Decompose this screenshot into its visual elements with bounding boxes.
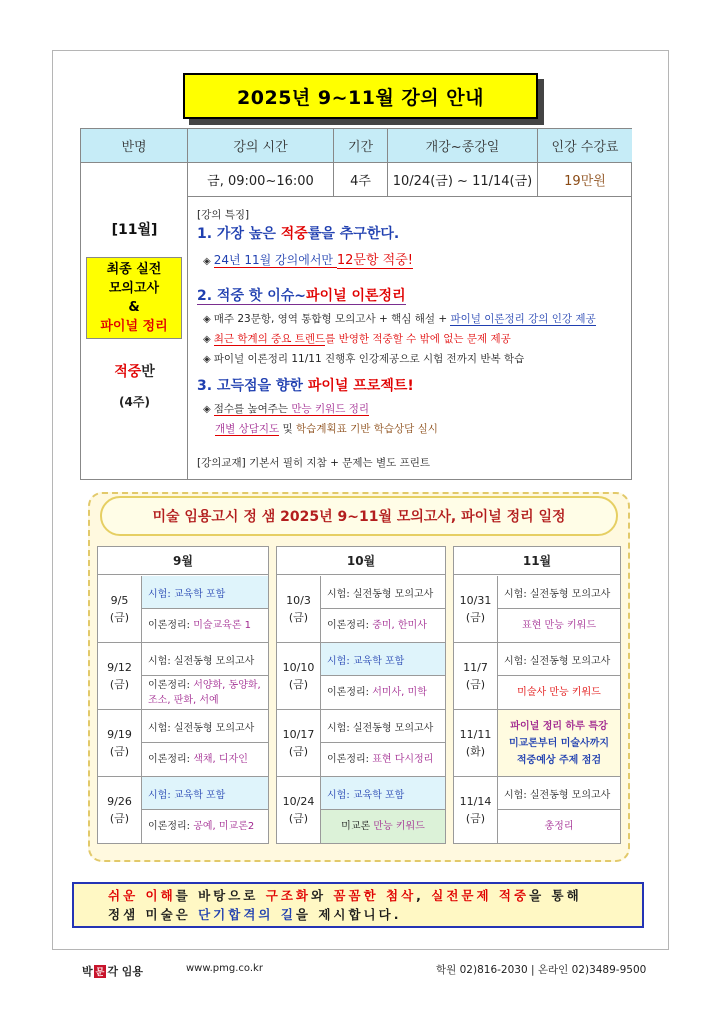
feature-bullet-1: ◈ 24년 11월 강의에서만 12문항 적중! [203,253,413,268]
exam-info: 시험: 교육학 포함 [321,643,445,676]
diamond-icon: ◈ [203,256,211,267]
exam-info: 시험: 교육학 포함 [142,777,268,810]
page-title: 2025년 9~11월 강의 안내 [237,86,484,109]
schedule-row [277,777,445,844]
class-highlight-box [86,257,182,339]
diamond-icon: ◈ [203,404,211,415]
schedule-row [454,710,620,777]
theory-info: 이론정리: 색채, 디자인 [148,754,248,765]
schedule-date: 10/3 (금) [277,576,321,642]
class-weeks: (4주) [119,395,150,409]
class-column [81,163,188,480]
feature-bullet-2a: ◈ 매주 23문항, 영역 통합형 모의고사 + 핵심 해설 + 파이널 이론정리 강의 인강 제공 [203,313,596,325]
theory-info: 이론정리: 서미사, 미학 [327,687,427,698]
class-name: 적중반 [114,364,155,380]
schedule-date: 9/12 (금) [98,643,142,709]
exam-info: 시험: 실전동형 모의고사 [498,643,620,676]
month-column [276,546,446,844]
box-line-2: 모의고사 [108,281,160,296]
schedule-date: 11/7 (금) [454,643,498,709]
feature-bullet-3a: ◈ 점수를 높여주는 만능 키워드 정리 [203,403,370,415]
schedule-title: 미술 임용고시 정 샘 2025년 9~11월 모의고사, 파이널 정리 일정 [100,496,618,536]
exam-info: 시험: 교육학 포함 [321,777,445,810]
feature-bullet-2b: ◈ 최근 학계의 중요 트렌드를 반영한 적중할 수 밖에 없는 문제 제공 [203,333,511,345]
exam-info: 시험: 실전동형 모의고사 [498,777,620,810]
schedule-row [98,643,268,710]
header-dates: 개강~종강일 [388,129,538,163]
feature-heading-2: 2. 적중 핫 이슈~파이널 이론정리 [197,288,406,304]
month-header: 10월 [277,547,445,575]
schedule-date: 11/11 (화) [454,710,498,776]
schedule-date: 10/10 (금) [277,643,321,709]
schedule-row [98,576,268,643]
schedule-row [277,643,445,710]
header-period: 기간 [334,129,388,163]
cell-time: 금, 09:00~16:00 [188,163,334,197]
diamond-icon: ◈ [203,314,211,325]
schedule-row [277,576,445,643]
banner-line-2: 정샘 미술은 단기합격의 길을 제시합니다. [108,907,402,922]
month-header: 9월 [98,547,268,575]
diamond-icon: ◈ [203,334,211,345]
feature-bullet-2c: ◈ 파이널 이론정리 11/11 진행후 인강제공으로 시험 전까지 반복 학습 [203,353,525,365]
schedule-row [277,710,445,777]
footer-phone: 학원 02)816-2030 | 온라인 02)3489-9500 [436,964,647,976]
logo-badge: 문 [94,965,107,978]
theory-info: 미교론 만능 키워드 [321,810,445,843]
schedule-row [454,777,620,844]
cell-period: 4주 [334,163,388,197]
exam-info: 시험: 실전동형 모의고사 [321,710,445,743]
month-label: [11월] [111,222,158,238]
theory-info: 이론정리: 미술교육론 1 [148,620,252,631]
schedule-row [454,643,620,710]
footer-url[interactable]: www.pmg.co.kr [186,963,263,974]
feature-bullet-3b: 개별 상담지도 및 학습계획표 기반 학습상담 실시 [215,423,438,435]
material-note: [강의교재] 기본서 필히 지참 + 문제는 별도 프린트 [197,457,431,469]
schedule-date: 10/17 (금) [277,710,321,776]
month-column [453,546,621,844]
features-section [189,197,632,480]
box-line-4: 파이널 정리 [100,319,168,334]
month-column [97,546,269,844]
schedule-date: 10/24 (금) [277,777,321,843]
feature-heading-1: 1. 가장 높은 적중률을 추구한다. [197,226,400,242]
theory-info: 이론정리: 중미, 한미사 [327,620,427,631]
theory-info: 이론정리: 공예, 미교론2 [148,821,255,832]
schedule-date: 9/26 (금) [98,777,142,843]
schedule-date: 9/19 (금) [98,710,142,776]
schedule-row [98,710,268,777]
box-line-3: & [128,300,140,315]
theory-info: 표현 만능 키워드 [522,620,596,631]
schedule-date: 9/5 (금) [98,576,142,642]
exam-info: 시험: 실전동형 모의고사 [498,576,620,609]
exam-info: 시험: 실전동형 모의고사 [142,710,268,743]
schedule-date: 10/31 (금) [454,576,498,642]
banner-line-1: 쉬운 이해를 바탕으로 구조화와 꼼꼼한 첨삭, 실전문제 적중을 통해 [108,888,582,903]
exam-info: 시험: 실전동형 모의고사 [142,643,268,676]
schedule-row [98,777,268,844]
features-label: [강의 특징] [197,209,250,221]
course-info-table [80,128,632,480]
cell-fee: 19만원 [538,163,632,197]
schedule-row [454,576,620,643]
header-time: 강의 시간 [188,129,334,163]
header-fee: 인강 수강료 [538,129,632,163]
header-class: 반명 [81,129,188,163]
cell-dates: 10/24(금) ~ 11/14(금) [388,163,538,197]
footer-logo: 박 문 각 임용 [82,965,144,978]
theory-info: 미술사 만능 키워드 [517,687,601,698]
theory-info: 총정리 [544,821,574,832]
diamond-icon: ◈ [203,354,211,365]
box-line-1: 최종 실전 [106,262,162,277]
exam-info: 시험: 실전동형 모의고사 [321,576,445,609]
special-lecture: 파이널 정리 하루 특강 미교론부터 미술사까지 적중예상 주제 점검 [498,710,620,776]
feature-heading-3: 3. 고득점을 향한 파이널 프로젝트! [197,378,414,394]
theory-info: 이론정리: 서양화, 동양화, 조소, 판화, 서예 [148,679,261,706]
month-header: 11월 [454,547,620,575]
bottom-banner [72,882,644,928]
exam-info: 시험: 교육학 포함 [142,576,268,609]
theory-info: 이론정리: 표현 다시정리 [327,754,434,765]
schedule-date: 11/14 (금) [454,777,498,843]
page-title-box [183,73,538,119]
